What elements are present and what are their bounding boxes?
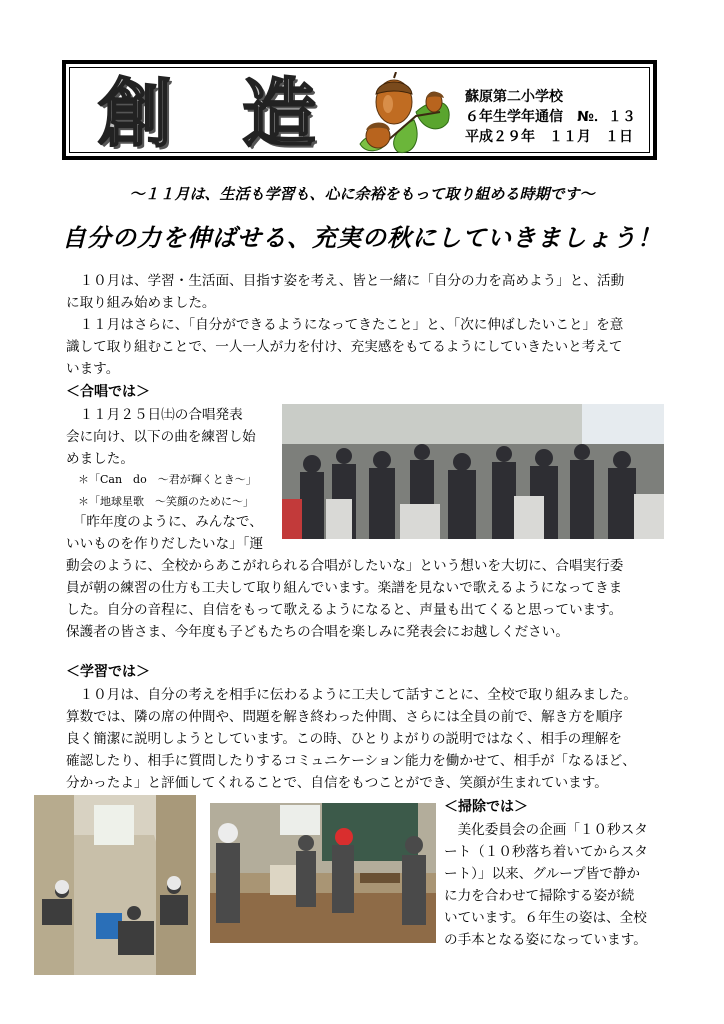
title-char-2: 造 (242, 71, 316, 157)
chorus-practice-photo (282, 404, 664, 539)
cleaning-line: の手本となる姿になっています。 (444, 932, 647, 948)
song-title-2: ＊「地球星歌 ～笑顔のために～」 (78, 495, 254, 508)
cleaning-line: ート（１０秒落ち着いてからスタ (444, 844, 648, 860)
main-heading: 自分の力を伸ばせる、充実の秋にしていきましょう！ (62, 224, 662, 252)
study-line: 算数では、隣の席の仲間や、問題を解き終わった仲間、さらには全員の前で、解き方を順序 (66, 709, 623, 725)
intro-line: います。 (66, 361, 120, 377)
cleaning-body (444, 819, 674, 951)
cleaning-heading: ＜掃除では＞ (444, 799, 528, 815)
cleaning-line: に力を合わせて掃除する姿が続 (444, 888, 635, 904)
intro-line: １０月は、学習・生活面、目指す姿を考え、皆と一緒に「自分の力を高めよう」と、活動 (66, 273, 625, 289)
intro-paragraph (66, 270, 676, 380)
chorus-intro (66, 404, 281, 470)
chorus-line: 保護者の皆さま、今年度も子どもたちの合唱を楽しみに発表会にお越しください。 (66, 624, 569, 640)
classroom-cleaning-photo (210, 803, 436, 943)
chorus-line: めました。 (66, 451, 134, 467)
study-body (66, 684, 686, 794)
intro-line: １１月はさらに、「自分ができるようになってきたこと」と、「次に伸ばしたいこと」を意 (66, 317, 624, 333)
title-char-1: 創 (98, 71, 172, 157)
study-line: 良く簡潔に説明しようとしています。この時、ひとりよがりの説明ではなく、相手の理解を (66, 731, 622, 747)
chorus-line: 員が朝の練習の仕方も工夫して取り組んでいます。楽譜を見ないで歌えるようになってきま (66, 580, 623, 596)
chorus-line: 会に向け、以下の曲を練習し始 (66, 429, 256, 445)
song-title-1: ＊「Can do ～君が輝くとき～」 (78, 473, 257, 486)
chorus-line: １１月２５日㈯の合唱発表 (66, 407, 243, 423)
header-box (62, 60, 657, 160)
study-heading: ＜学習では＞ (66, 664, 150, 680)
chorus-line: 動会のように、全校からあこがれられる合唱がしたいな」という想いを大切に、合唱実行委 (66, 558, 624, 574)
cleaning-line: ート）」以来、グループ皆で静か (444, 866, 641, 882)
study-line: １０月は、自分の考えを相手に伝わるように工夫して話すことに、全校で取り組みました。 (66, 687, 637, 703)
issue-date: 平成２９年 １１月 １日 (465, 129, 633, 145)
subtitle: ～１１月は、生活も学習も、心に余裕をもって取り組める時期です～ (129, 185, 595, 203)
cleaning-line: いています。６年生の姿は、全校 (444, 910, 647, 926)
school-name: 蘇原第二小学校 (465, 89, 563, 105)
hallway-cleaning-photo (34, 795, 196, 975)
chorus-line: いいものを作りだしたいな」「運 (66, 536, 264, 552)
header-inner-frame (69, 67, 650, 157)
chorus-heading: ＜合唱では＞ (66, 384, 150, 400)
intro-line: に取り組み始めました。 (66, 295, 216, 311)
chorus-line: 「昨年度のように、みんなで、 (66, 514, 263, 530)
study-line: 確認したり、相手に質問したりするコミュニケーション能力を働かせて、相手が「なるほど、 (66, 753, 636, 769)
cleaning-line: 美化委員会の企画「１０秒スタ (444, 822, 648, 838)
study-line: 分かったよ」と評価してくれることで、自信をもつことができ、笑顔が生まれています。 (66, 775, 608, 791)
newsletter-number: ６年生学年通信 №．１３ (465, 109, 636, 125)
chorus-line: した。自分の音程に、自信をもって歌えるようになると、声量も出てくると思っています。 (66, 602, 623, 618)
intro-line: 識して取り組むことで、一人一人が力を付け、充実感をもてるようにしていきたいと考えて (66, 339, 623, 355)
acorn-leaves-icon (356, 72, 456, 158)
